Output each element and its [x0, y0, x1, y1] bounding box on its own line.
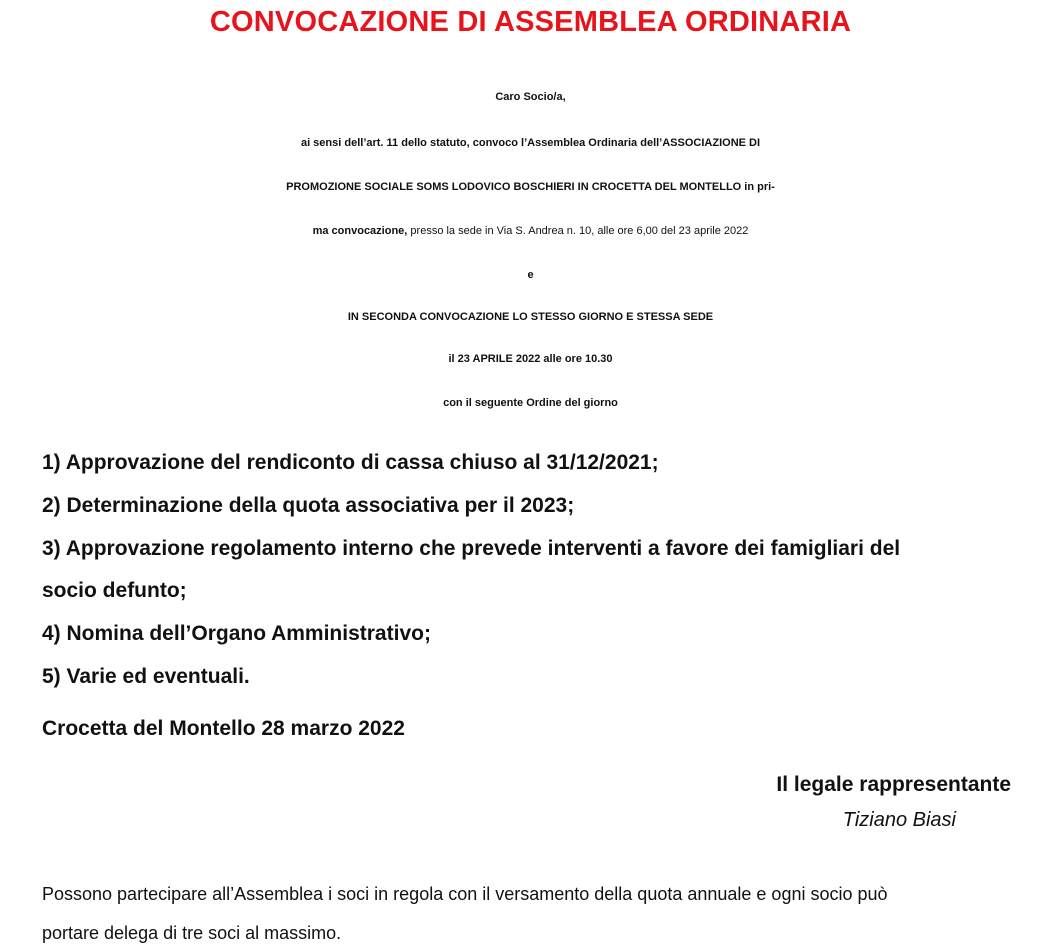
intro-line-1: ai sensi dell’art. 11 dello statuto, convoco l’Assemblea Ordinaria dell’ASSOCIAZIONE DI — [300, 137, 761, 149]
agenda-item: 2) Determinazione della quota associativa per il 2023; — [42, 494, 575, 517]
agenda-item: 4) Nomina dell’Organo Amministrativo; — [42, 622, 431, 645]
agenda-item: 1) Approvazione del rendiconto di cassa chiuso al 31/12/2021; — [42, 451, 659, 474]
second-call: IN SECONDA CONVOCAZIONE LO STESSO GIORNO E STESSA SEDE — [347, 311, 714, 323]
greeting: Caro Socio/a, — [495, 91, 566, 103]
agenda-item: 5) Varie ed eventuali. — [42, 665, 250, 688]
second-call-date: il 23 APRILE 2022 alle ore 10.30 — [448, 353, 613, 365]
agenda-item: 3) Approvazione regolamento interno che prevede interventi a favore dei famigliari del — [42, 537, 901, 560]
page-title: CONVOCAZIONE DI ASSEMBLEA ORDINARIA — [209, 6, 852, 38]
agenda-item-continuation: socio defunto; — [42, 579, 187, 602]
signature-name: Tiziano Biasi — [842, 809, 956, 831]
place-date: Crocetta del Montello 28 marzo 2022 — [42, 717, 405, 740]
footnote-line-1: Possono partecipare all’Assemblea i soci in regola con il versamento della quota annuale e ogni socio può — [42, 884, 888, 904]
first-call-label: ma convocazione, — [312, 225, 408, 237]
agenda-heading: con il seguente Ordine del giorno — [443, 397, 618, 409]
intro-line-3 — [0, 225, 1061, 237]
intro-line-2: PROMOZIONE SOCIALE SOMS LODOVICO BOSCHIERI IN CROCETTA DEL MONTELLO in pri- — [286, 181, 775, 193]
first-call-details: presso la sede in Via S. Andrea n. 10, alle ore 6,00 del 23 aprile 2022 — [407, 225, 749, 237]
footnote-line-2: portare delega di tre soci al massimo. — [42, 923, 342, 943]
signature-role: Il legale rappresentante — [776, 773, 1011, 796]
conjunction: e — [527, 269, 534, 281]
